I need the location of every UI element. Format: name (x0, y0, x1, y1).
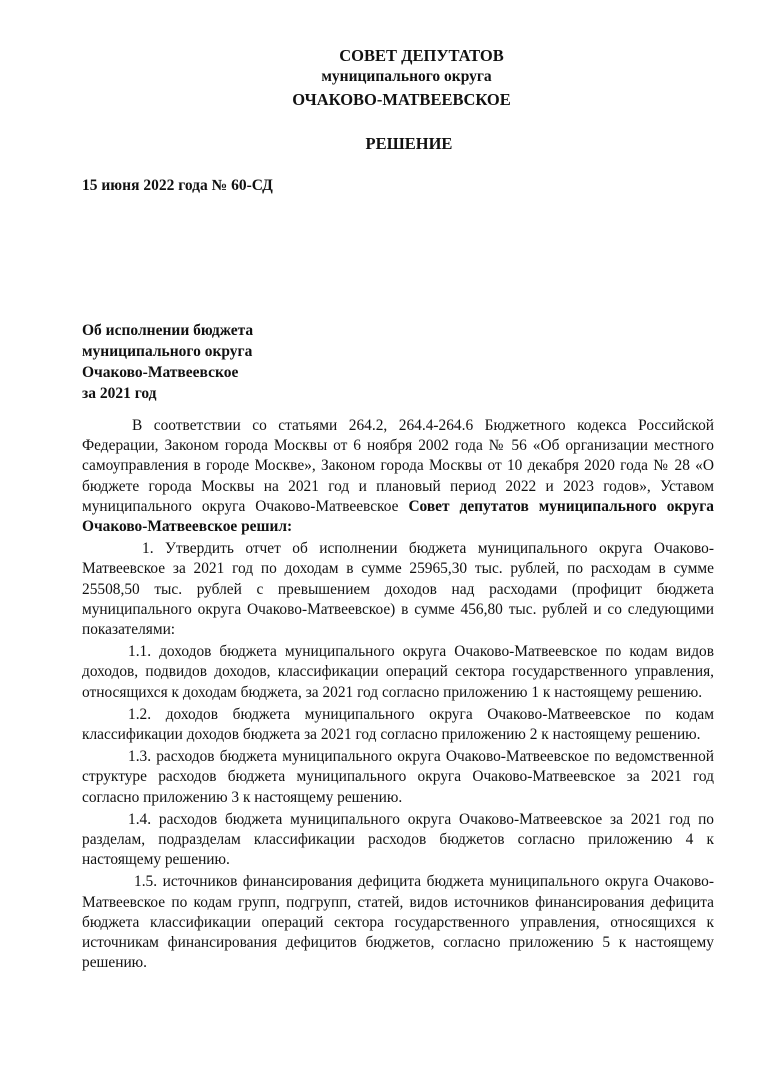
item-1-2-paragraph: 1.2. доходов бюджета муниципального округа Очаково-Матвеевское по кодам классификации доходов бюджета за 2021 год согласно приложению 2 к настоящему решению. (82, 705, 714, 744)
subject-line: Очаково-Матвеевское (82, 364, 239, 381)
subject-line: за 2021 год (82, 385, 157, 402)
subject-line: Об исполнении бюджета (82, 322, 254, 339)
decision-subject (82, 320, 253, 404)
item-1-4-paragraph: 1.4. расходов бюджета муниципального округа Очаково-Матвеевское за 2021 год по разделам, подразделам классификации расходов бюджетов согласно приложению 4 к настоящему решению. (82, 810, 714, 869)
council-title: СОВЕТ ДЕПУТАТОВ (339, 46, 504, 65)
decision-body (82, 416, 714, 973)
subject-line: муниципального округа (82, 343, 253, 360)
preamble-paragraph (82, 416, 714, 537)
preamble-bold-text: Совет депутатов муниципального округа Очаково-Матвеевское решил: (82, 497, 714, 536)
district-subtitle: муниципального округа (321, 68, 492, 85)
district-name: ОЧАКОВО-МАТВЕЕВСКОЕ (292, 90, 511, 109)
item-1-5-paragraph: 1.5. источников финансирования дефицита бюджета муниципального округа Очаково-Матвеевское по кодам групп, подгрупп, статей, видов источников финансирования дефицита бюджета классификации операций сектора государственного управления, относящихся к источникам финансирования дефицитов бюджетов, согласно приложению 5 к настоящему решению. (82, 873, 714, 972)
item-1-1-paragraph: 1.1. доходов бюджета муниципального округа Очаково-Матвеевское по кодам видов доходов, подвидов доходов, классификации операций сектора государственного управления, относящихся к доходам бюджета, за 2021 год согласно приложению 1 к настоящему решению. (82, 643, 714, 701)
preamble-text: В соответствии со статьями 264.2, 264.4-264.6 Бюджетного кодекса Российской Федерации, Законом города Москвы от 6 ноября 2002 года № 56 «Об организации местного самоуправления в городе Москве», Законом города Москвы от 10 декабря 2020 года № 28 «О бюджете города Москвы на 2021 год и плановый период 2022 и 2023 годов», Уставом муниципального округа Очаково-Матвеевское (82, 417, 714, 515)
item-1-3-paragraph: 1.3. расходов бюджета муниципального округа Очаково-Матвеевское по ведомственной структуре расходов бюджета муниципального округа Очаково-Матвеевское за 2021 год согласно приложению 3 к настоящему решению. (82, 748, 714, 806)
date-and-number: 15 июня 2022 года № 60-СД (82, 177, 273, 194)
item-1-paragraph: 1. Утвердить отчет об исполнении бюджета муниципального округа Очаково-Матвеевское за 2021 год по доходам в сумме 25965,30 тыс. рублей, по расходам в сумме 25508,50 тыс. рублей с превышением доходов над расходами (профицит бюджета муниципального округа Очаково-Матвеевское) в сумме 456,80 тыс. рублей и со следующими показателями: (82, 540, 714, 639)
document-type: РЕШЕНИЕ (365, 134, 453, 153)
